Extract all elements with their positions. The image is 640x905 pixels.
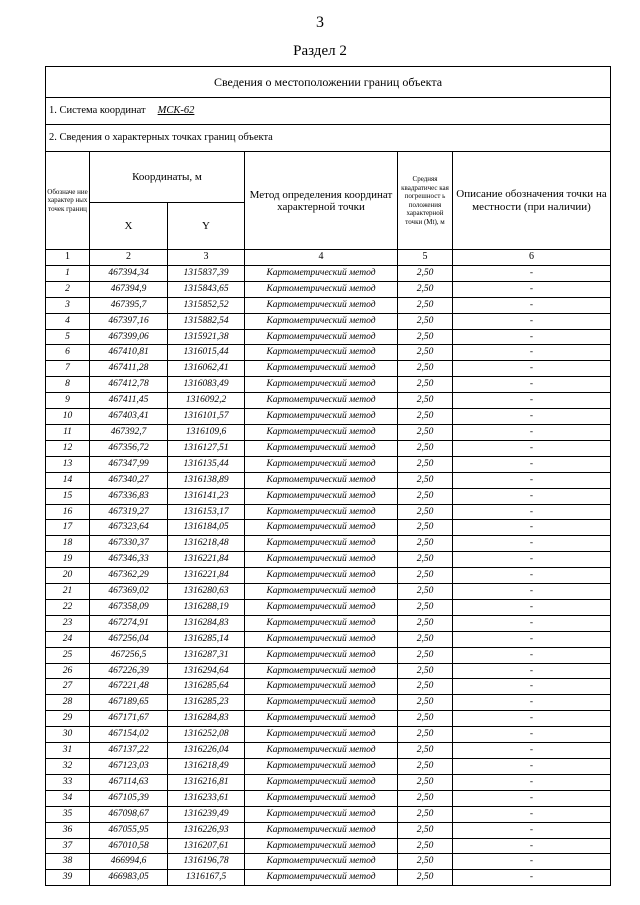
y-coordinate: 1316092,2 (168, 393, 245, 409)
accuracy-cell: 2,50 (398, 377, 453, 393)
x-coordinate: 467397,16 (90, 313, 168, 329)
y-coordinate: 1316218,49 (168, 759, 245, 775)
point-number: 19 (46, 552, 90, 568)
table-row (46, 822, 611, 838)
description-cell: - (453, 297, 611, 313)
description-cell: - (453, 536, 611, 552)
description-cell: - (453, 759, 611, 775)
y-coordinate: 1316284,83 (168, 615, 245, 631)
x-coordinate: 467399,06 (90, 329, 168, 345)
accuracy-cell: 2,50 (398, 615, 453, 631)
method-cell: Картометрический метод (245, 584, 398, 600)
point-number: 2 (46, 281, 90, 297)
accuracy-cell: 2,50 (398, 552, 453, 568)
description-cell: - (453, 313, 611, 329)
accuracy-cell: 2,50 (398, 520, 453, 536)
accuracy-cell: 2,50 (398, 345, 453, 361)
y-coordinate: 1316226,04 (168, 743, 245, 759)
point-number: 21 (46, 584, 90, 600)
point-number: 10 (46, 409, 90, 425)
y-coordinate: 1316184,05 (168, 520, 245, 536)
x-coordinate: 467256,5 (90, 647, 168, 663)
y-coordinate: 1316252,08 (168, 727, 245, 743)
table-row (46, 472, 611, 488)
method-cell: Картометрический метод (245, 345, 398, 361)
y-coordinate: 1316218,48 (168, 536, 245, 552)
method-cell: Картометрический метод (245, 854, 398, 870)
description-cell: - (453, 727, 611, 743)
accuracy-cell: 2,50 (398, 822, 453, 838)
y-coordinate: 1316285,64 (168, 679, 245, 695)
description-cell: - (453, 870, 611, 886)
description-cell: - (453, 631, 611, 647)
column-number: 1 (46, 250, 90, 266)
y-coordinate: 1316284,83 (168, 711, 245, 727)
accuracy-cell: 2,50 (398, 599, 453, 615)
y-coordinate: 1315843,65 (168, 281, 245, 297)
description-cell: - (453, 774, 611, 790)
header-method: Метод определения координат характерной точки (245, 152, 398, 250)
y-coordinate: 1315837,39 (168, 265, 245, 281)
description-cell: - (453, 838, 611, 854)
point-number: 1 (46, 265, 90, 281)
point-number: 35 (46, 806, 90, 822)
y-coordinate: 1316216,81 (168, 774, 245, 790)
method-cell: Картометрический метод (245, 647, 398, 663)
point-number: 20 (46, 568, 90, 584)
method-cell: Картометрический метод (245, 504, 398, 520)
description-cell: - (453, 647, 611, 663)
method-cell: Картометрический метод (245, 838, 398, 854)
y-coordinate: 1316153,17 (168, 504, 245, 520)
method-cell: Картометрический метод (245, 472, 398, 488)
table-row (46, 520, 611, 536)
x-coordinate: 467226,39 (90, 663, 168, 679)
x-coordinate: 467323,64 (90, 520, 168, 536)
y-coordinate: 1316233,61 (168, 790, 245, 806)
table-row (46, 536, 611, 552)
header-description: Описание обозначения точки на местности (при наличии) (453, 152, 611, 250)
point-number: 5 (46, 329, 90, 345)
point-number: 26 (46, 663, 90, 679)
page-number: 3 (316, 14, 324, 31)
point-number: 14 (46, 472, 90, 488)
header-y: Y (168, 203, 245, 250)
table-row (46, 854, 611, 870)
table-row (46, 329, 611, 345)
table-row (46, 361, 611, 377)
description-cell: - (453, 265, 611, 281)
table-row (46, 409, 611, 425)
description-cell: - (453, 281, 611, 297)
x-coordinate: 466994,6 (90, 854, 168, 870)
y-coordinate: 1316109,6 (168, 424, 245, 440)
column-number-row (46, 250, 611, 266)
x-coordinate: 467105,39 (90, 790, 168, 806)
x-coordinate: 467010,58 (90, 838, 168, 854)
accuracy-cell: 2,50 (398, 631, 453, 647)
description-cell: - (453, 584, 611, 600)
x-coordinate: 467154,02 (90, 727, 168, 743)
point-number: 31 (46, 743, 90, 759)
method-cell: Картометрический метод (245, 409, 398, 425)
point-number: 30 (46, 727, 90, 743)
header-coordinates: Координаты, м (90, 152, 245, 203)
table-row (46, 456, 611, 472)
y-coordinate: 1316207,61 (168, 838, 245, 854)
table-row (46, 870, 611, 886)
x-coordinate: 467256,04 (90, 631, 168, 647)
point-number: 34 (46, 790, 90, 806)
table-row (46, 552, 611, 568)
point-number: 23 (46, 615, 90, 631)
accuracy-cell: 2,50 (398, 759, 453, 775)
description-cell: - (453, 743, 611, 759)
description-cell: - (453, 854, 611, 870)
x-coordinate: 467137,22 (90, 743, 168, 759)
y-coordinate: 1316288,19 (168, 599, 245, 615)
accuracy-cell: 2,50 (398, 456, 453, 472)
description-cell: - (453, 377, 611, 393)
accuracy-cell: 2,50 (398, 838, 453, 854)
table-row (46, 297, 611, 313)
table-row (46, 377, 611, 393)
method-cell: Картометрический метод (245, 456, 398, 472)
table-row (46, 424, 611, 440)
y-coordinate: 1316167,5 (168, 870, 245, 886)
coord-system-label: 1. Система координат (49, 104, 146, 116)
y-coordinate: 1316285,23 (168, 695, 245, 711)
point-number: 36 (46, 822, 90, 838)
table-row (46, 440, 611, 456)
y-coordinate: 1316285,14 (168, 631, 245, 647)
description-cell: - (453, 806, 611, 822)
x-coordinate: 467358,09 (90, 599, 168, 615)
description-cell: - (453, 822, 611, 838)
point-number: 39 (46, 870, 90, 886)
point-number: 7 (46, 361, 90, 377)
accuracy-cell: 2,50 (398, 313, 453, 329)
x-coordinate: 467394,34 (90, 265, 168, 281)
method-cell: Картометрический метод (245, 743, 398, 759)
method-cell: Картометрический метод (245, 774, 398, 790)
y-coordinate: 1316101,57 (168, 409, 245, 425)
table-row (46, 568, 611, 584)
y-coordinate: 1316015,44 (168, 345, 245, 361)
column-number: 2 (90, 250, 168, 266)
y-coordinate: 1316083,49 (168, 377, 245, 393)
point-number: 22 (46, 599, 90, 615)
x-coordinate: 467411,28 (90, 361, 168, 377)
x-coordinate: 467330,37 (90, 536, 168, 552)
points-section-label: 2. Сведения о характерных точках границ объекта (46, 125, 611, 152)
description-cell: - (453, 679, 611, 695)
y-coordinate: 1316221,84 (168, 568, 245, 584)
x-coordinate: 467319,27 (90, 504, 168, 520)
y-coordinate: 1316127,51 (168, 440, 245, 456)
y-coordinate: 1316226,93 (168, 822, 245, 838)
coord-system-value: МСК-62 (157, 104, 195, 116)
point-number: 29 (46, 711, 90, 727)
boundary-points-table (45, 66, 611, 886)
table-row (46, 345, 611, 361)
accuracy-cell: 2,50 (398, 790, 453, 806)
point-number: 37 (46, 838, 90, 854)
coord-system-row (46, 98, 611, 125)
y-coordinate: 1315882,54 (168, 313, 245, 329)
method-cell: Картометрический метод (245, 552, 398, 568)
x-coordinate: 467171,67 (90, 711, 168, 727)
description-cell: - (453, 393, 611, 409)
description-cell: - (453, 472, 611, 488)
point-number: 28 (46, 695, 90, 711)
point-number: 9 (46, 393, 90, 409)
x-coordinate: 467356,72 (90, 440, 168, 456)
method-cell: Картометрический метод (245, 329, 398, 345)
table-row (46, 488, 611, 504)
x-coordinate: 467410,81 (90, 345, 168, 361)
method-cell: Картометрический метод (245, 377, 398, 393)
description-cell: - (453, 345, 611, 361)
description-cell: - (453, 663, 611, 679)
table-row (46, 727, 611, 743)
description-cell: - (453, 568, 611, 584)
description-cell: - (453, 552, 611, 568)
x-coordinate: 467394,9 (90, 281, 168, 297)
accuracy-cell: 2,50 (398, 488, 453, 504)
method-cell: Картометрический метод (245, 297, 398, 313)
method-cell: Картометрический метод (245, 695, 398, 711)
x-coordinate: 467055,95 (90, 822, 168, 838)
method-cell: Картометрический метод (245, 424, 398, 440)
accuracy-cell: 2,50 (398, 806, 453, 822)
description-cell: - (453, 599, 611, 615)
point-number: 8 (46, 377, 90, 393)
method-cell: Картометрический метод (245, 727, 398, 743)
table-row (46, 806, 611, 822)
accuracy-cell: 2,50 (398, 424, 453, 440)
description-cell: - (453, 711, 611, 727)
table-row (46, 615, 611, 631)
point-number: 6 (46, 345, 90, 361)
header-x: X (90, 203, 168, 250)
column-number: 6 (453, 250, 611, 266)
x-coordinate: 467369,02 (90, 584, 168, 600)
column-number: 3 (168, 250, 245, 266)
point-number: 4 (46, 313, 90, 329)
y-coordinate: 1316287,31 (168, 647, 245, 663)
method-cell: Картометрический метод (245, 615, 398, 631)
accuracy-cell: 2,50 (398, 297, 453, 313)
y-coordinate: 1316062,41 (168, 361, 245, 377)
y-coordinate: 1316294,64 (168, 663, 245, 679)
accuracy-cell: 2,50 (398, 711, 453, 727)
method-cell: Картометрический метод (245, 599, 398, 615)
table-row (46, 393, 611, 409)
table-row (46, 504, 611, 520)
accuracy-cell: 2,50 (398, 409, 453, 425)
accuracy-cell: 2,50 (398, 743, 453, 759)
x-coordinate: 467340,27 (90, 472, 168, 488)
x-coordinate: 466983,05 (90, 870, 168, 886)
description-cell: - (453, 456, 611, 472)
x-coordinate: 467411,45 (90, 393, 168, 409)
table-row (46, 743, 611, 759)
x-coordinate: 467395,7 (90, 297, 168, 313)
accuracy-cell: 2,50 (398, 774, 453, 790)
point-number: 38 (46, 854, 90, 870)
method-cell: Картометрический метод (245, 536, 398, 552)
accuracy-cell: 2,50 (398, 440, 453, 456)
table-row (46, 759, 611, 775)
accuracy-cell: 2,50 (398, 647, 453, 663)
point-number: 3 (46, 297, 90, 313)
table-row (46, 790, 611, 806)
accuracy-cell: 2,50 (398, 568, 453, 584)
header-accuracy: Средняя квадратичес кая погрешност ь положения характерной точки (Mt), м (398, 152, 453, 250)
description-cell: - (453, 424, 611, 440)
accuracy-cell: 2,50 (398, 329, 453, 345)
accuracy-cell: 2,50 (398, 854, 453, 870)
method-cell: Картометрический метод (245, 265, 398, 281)
description-cell: - (453, 615, 611, 631)
accuracy-cell: 2,50 (398, 663, 453, 679)
accuracy-cell: 2,50 (398, 472, 453, 488)
x-coordinate: 467347,99 (90, 456, 168, 472)
table-row (46, 599, 611, 615)
table-row (46, 584, 611, 600)
header-designation: Обозначе ние характер ных точек границ (46, 152, 90, 250)
accuracy-cell: 2,50 (398, 393, 453, 409)
point-number: 25 (46, 647, 90, 663)
table-row (46, 647, 611, 663)
point-number: 15 (46, 488, 90, 504)
method-cell: Картометрический метод (245, 806, 398, 822)
accuracy-cell: 2,50 (398, 504, 453, 520)
accuracy-cell: 2,50 (398, 870, 453, 886)
description-cell: - (453, 361, 611, 377)
point-number: 32 (46, 759, 90, 775)
description-cell: - (453, 329, 611, 345)
accuracy-cell: 2,50 (398, 281, 453, 297)
y-coordinate: 1316196,78 (168, 854, 245, 870)
point-number: 16 (46, 504, 90, 520)
method-cell: Картометрический метод (245, 568, 398, 584)
x-coordinate: 467362,29 (90, 568, 168, 584)
table-title: Сведения о местоположении границ объекта (46, 67, 611, 98)
method-cell: Картометрический метод (245, 870, 398, 886)
method-cell: Картометрический метод (245, 759, 398, 775)
accuracy-cell: 2,50 (398, 695, 453, 711)
x-coordinate: 467274,91 (90, 615, 168, 631)
point-number: 11 (46, 424, 90, 440)
table-row (46, 663, 611, 679)
point-number: 24 (46, 631, 90, 647)
accuracy-cell: 2,50 (398, 361, 453, 377)
y-coordinate: 1315852,52 (168, 297, 245, 313)
accuracy-cell: 2,50 (398, 584, 453, 600)
table-row (46, 711, 611, 727)
method-cell: Картометрический метод (245, 711, 398, 727)
method-cell: Картометрический метод (245, 393, 398, 409)
description-cell: - (453, 504, 611, 520)
x-coordinate: 467412,78 (90, 377, 168, 393)
method-cell: Картометрический метод (245, 361, 398, 377)
y-coordinate: 1316135,44 (168, 456, 245, 472)
point-number: 12 (46, 440, 90, 456)
method-cell: Картометрический метод (245, 679, 398, 695)
y-coordinate: 1315921,38 (168, 329, 245, 345)
table-row (46, 838, 611, 854)
y-coordinate: 1316138,89 (168, 472, 245, 488)
description-cell: - (453, 790, 611, 806)
x-coordinate: 467098,67 (90, 806, 168, 822)
accuracy-cell: 2,50 (398, 727, 453, 743)
accuracy-cell: 2,50 (398, 265, 453, 281)
point-number: 27 (46, 679, 90, 695)
column-number: 5 (398, 250, 453, 266)
table-row (46, 313, 611, 329)
method-cell: Картометрический метод (245, 663, 398, 679)
x-coordinate: 467123,03 (90, 759, 168, 775)
point-number: 18 (46, 536, 90, 552)
description-cell: - (453, 440, 611, 456)
method-cell: Картометрический метод (245, 488, 398, 504)
method-cell: Картометрический метод (245, 520, 398, 536)
point-number: 17 (46, 520, 90, 536)
method-cell: Картометрический метод (245, 822, 398, 838)
section-title: Раздел 2 (293, 43, 347, 59)
column-number: 4 (245, 250, 398, 266)
method-cell: Картометрический метод (245, 790, 398, 806)
x-coordinate: 467403,41 (90, 409, 168, 425)
method-cell: Картометрический метод (245, 313, 398, 329)
x-coordinate: 467336,83 (90, 488, 168, 504)
x-coordinate: 467189,65 (90, 695, 168, 711)
y-coordinate: 1316141,23 (168, 488, 245, 504)
x-coordinate: 467346,33 (90, 552, 168, 568)
table-row (46, 631, 611, 647)
table-row (46, 695, 611, 711)
table-row (46, 281, 611, 297)
y-coordinate: 1316221,84 (168, 552, 245, 568)
y-coordinate: 1316280,63 (168, 584, 245, 600)
point-number: 33 (46, 774, 90, 790)
description-cell: - (453, 488, 611, 504)
description-cell: - (453, 409, 611, 425)
method-cell: Картометрический метод (245, 281, 398, 297)
point-number: 13 (46, 456, 90, 472)
table-row (46, 679, 611, 695)
table-row (46, 265, 611, 281)
y-coordinate: 1316239,49 (168, 806, 245, 822)
x-coordinate: 467114,63 (90, 774, 168, 790)
description-cell: - (453, 695, 611, 711)
method-cell: Картометрический метод (245, 440, 398, 456)
method-cell: Картометрический метод (245, 631, 398, 647)
x-coordinate: 467392,7 (90, 424, 168, 440)
description-cell: - (453, 520, 611, 536)
x-coordinate: 467221,48 (90, 679, 168, 695)
table-row (46, 774, 611, 790)
accuracy-cell: 2,50 (398, 536, 453, 552)
accuracy-cell: 2,50 (398, 679, 453, 695)
